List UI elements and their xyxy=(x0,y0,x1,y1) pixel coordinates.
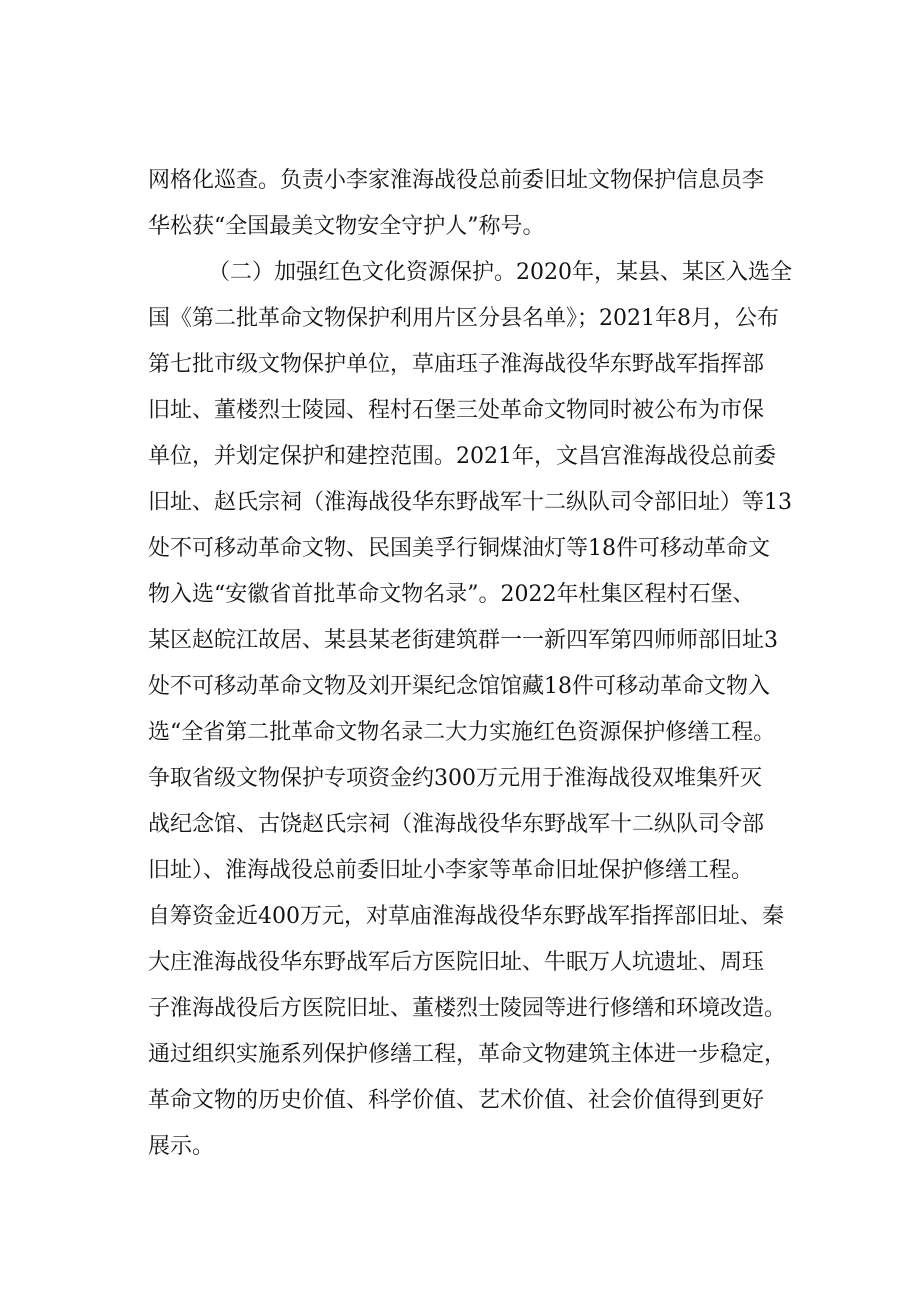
text-line: 旧址、董楼烈士陵园、程村石堡三处革命文物同时被公布为市保 xyxy=(148,398,765,423)
text-line: 旧址、赵氏宗祠（淮海战役华东野战军十二纵队司令部旧址）等13 xyxy=(148,490,792,515)
text-line: 旧址）、淮海战役总前委旧址小李家等革命旧址保护修缮工程。 xyxy=(148,858,754,883)
text-line: 战纪念馆、古饶赵氏宗祠（淮海战役华东野战军十二纵队司令部 xyxy=(148,812,765,837)
text-line: 网格化巡查。负责小李家淮海战役总前委旧址文物保护信息员李 xyxy=(148,168,765,193)
text-line: 国《第二批革命文物保护利用片区分县名单》；2021年8月，公布 xyxy=(148,306,779,331)
text-line: 选“全省第二批革命文物名录二大力实施红色资源保护修缮工程。 xyxy=(148,720,776,745)
text-line: 争取省级文物保护专项资金约300万元用于淮海战役双堆集歼灭 xyxy=(148,766,762,791)
text-line: 革命文物的历史价值、科学价值、艺术价值、社会价值得到更好 xyxy=(148,1088,765,1113)
text-line: 展示。 xyxy=(148,1134,215,1159)
text-line: 某区赵皖江故居、某县某老街建筑群一一新四军第四师师部旧址3 xyxy=(148,628,778,653)
text-line: 处不可移动革命文物及刘开渠纪念馆馆藏18件可移动革命文物入 xyxy=(148,674,770,699)
text-line: 大庄淮海战役华东野战军后方医院旧址、牛眠万人坑遗址、周珏 xyxy=(148,950,765,975)
text-line: 子淮海战役后方医院旧址、董楼烈士陵园等进行修缮和环境改造。 xyxy=(148,996,787,1021)
text-line: 单位，并划定保护和建控范围。2021年，文昌宫淮海战役总前委 xyxy=(148,444,776,469)
text-line: 第七批市级文物保护单位，草庙珏子淮海战役华东野战军指挥部 xyxy=(148,352,765,377)
body-text xyxy=(148,158,808,1170)
section-heading-line: （二）加强红色文化资源保护。2020年，某县、某区入选全 xyxy=(208,260,792,285)
text-line: 通过组织实施系列保护修缮工程，革命文物建筑主体进一步稳定， xyxy=(148,1042,787,1067)
text-line: 华松获“全国最美文物安全守护人”称号。 xyxy=(148,214,545,239)
text-line: 自筹资金近400万元，对草庙淮海战役华东野战军指挥部旧址、秦 xyxy=(148,904,784,929)
text-line: 物入选“安徽省首批革命文物名录”。2022年杜集区程村石堡、 xyxy=(148,582,755,607)
text-line: 处不可移动革命文物、民国美孚行铜煤油灯等18件可移动革命文 xyxy=(148,536,770,561)
